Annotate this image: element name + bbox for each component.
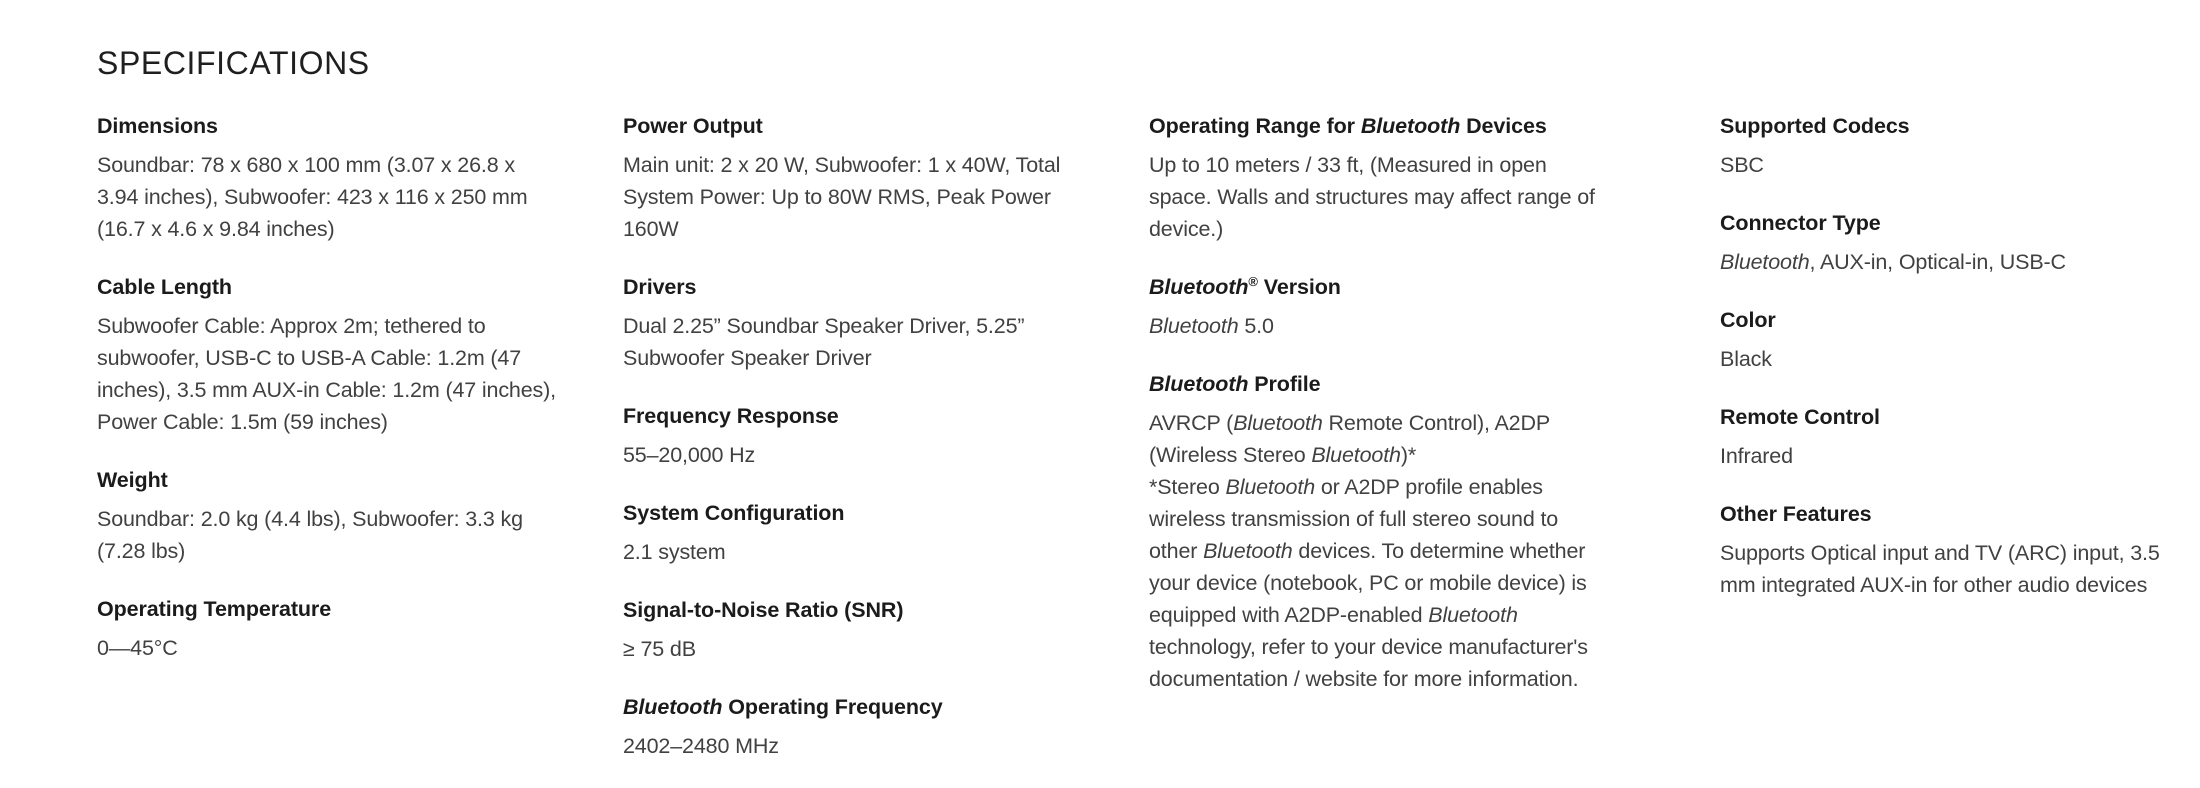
spec-label: Remote Control [1720,405,1880,429]
spec-label: Frequency Response [623,404,839,428]
spec-value: 2.1 system [623,540,726,564]
spec-value: Subwoofer Cable: Approx 2m; tethered to subwoofer, USB-C to USB-A Cable: 1.2m (47 inches), 3.5 mm AUX-in Cable: 1.2m (47 inches), Power Cable: 1.5m (59 inches) [97,314,556,434]
spec-label: Color [1720,308,1776,332]
spec-value: Soundbar: 78 x 680 x 100 mm (3.07 x 26.8 x 3.94 inches), Subwoofer: 423 x 116 x 250 mm (16.7 x 4.6 x 9.84 inches) [97,153,528,241]
spec-item [97,273,623,438]
spec-item [1149,273,1720,342]
spec-value: ≥ 75 dB [623,637,696,661]
spec-value: Bluetooth 5.0 [1149,314,1274,338]
spec-column [1149,112,1720,762]
spec-label: Connector Type [1720,211,1881,235]
spec-label: Signal-to-Noise Ratio (SNR) [623,598,904,622]
spec-label: Weight [97,468,168,492]
spec-label: Dimensions [97,114,218,138]
page-title: SPECIFICATIONS [97,45,370,81]
spec-item [623,273,1149,374]
spec-label: Cable Length [97,275,232,299]
spec-item [623,693,1149,762]
spec-value: Up to 10 meters / 33 ft, (Measured in open space. Walls and structures may affect range of device.) [1149,153,1595,241]
spec-value: Supports Optical input and TV (ARC) input, 3.5 mm integrated AUX-in for other audio devices [1720,541,2160,597]
spec-item [623,499,1149,568]
spec-value: Main unit: 2 x 20 W, Subwoofer: 1 x 40W, Total System Power: Up to 80W RMS, Peak Power 160W [623,153,1061,241]
spec-label: Drivers [623,275,697,299]
spec-label: Bluetooth Operating Frequency [623,695,943,719]
spec-item [623,112,1149,245]
spec-item [623,596,1149,665]
spec-value: Black [1720,347,1772,371]
spec-item [97,466,623,567]
spec-label: Other Features [1720,502,1872,526]
spec-label: Supported Codecs [1720,114,1910,138]
spec-label: Operating Temperature [97,597,332,621]
spec-value: AVRCP (Bluetooth Remote Control), A2DP (Wireless Stereo Bluetooth)* *Stereo Bluetooth or A2DP profile enables wireless transmission of full stereo sound to other Bluetooth devices. To determine whether your device (notebook, PC or mobile device) is equipped with A2DP-enabled Bluetooth technology, refer to your device manufacturer's documentation / website for more information. [1149,411,1588,691]
spec-item [1720,500,2190,601]
spec-value: Bluetooth, AUX-in, Optical-in, USB-C [1720,250,2066,274]
spec-column [1720,112,2190,762]
spec-label: System Configuration [623,501,845,525]
spec-item [1720,403,2190,472]
spec-value: Dual 2.25” Soundbar Speaker Driver, 5.25” Subwoofer Speaker Driver [623,314,1025,370]
spec-label: Power Output [623,114,763,138]
spec-value: Infrared [1720,444,1793,468]
spec-item [1720,112,2190,181]
spec-value: 0—45°C [97,636,178,660]
spec-label: Operating Range for Bluetooth Devices [1149,114,1547,138]
spec-item [97,595,623,664]
spec-label: Bluetooth® Version [1149,273,1341,299]
spec-item [1149,370,1720,695]
spec-item [1149,112,1720,245]
spec-value: 55–20,000 Hz [623,443,756,467]
spec-column [623,112,1149,762]
spec-label: Bluetooth Profile [1149,372,1321,396]
spec-column [97,112,623,762]
spec-value: 2402–2480 MHz [623,734,779,758]
spec-item [97,112,623,245]
spec-item [623,402,1149,471]
spec-item [1720,306,2190,375]
spec-grid [97,112,2200,762]
spec-item [1720,209,2190,278]
spec-value: SBC [1720,153,1764,177]
spec-value: Soundbar: 2.0 kg (4.4 lbs), Subwoofer: 3.3 kg (7.28 lbs) [97,507,523,563]
